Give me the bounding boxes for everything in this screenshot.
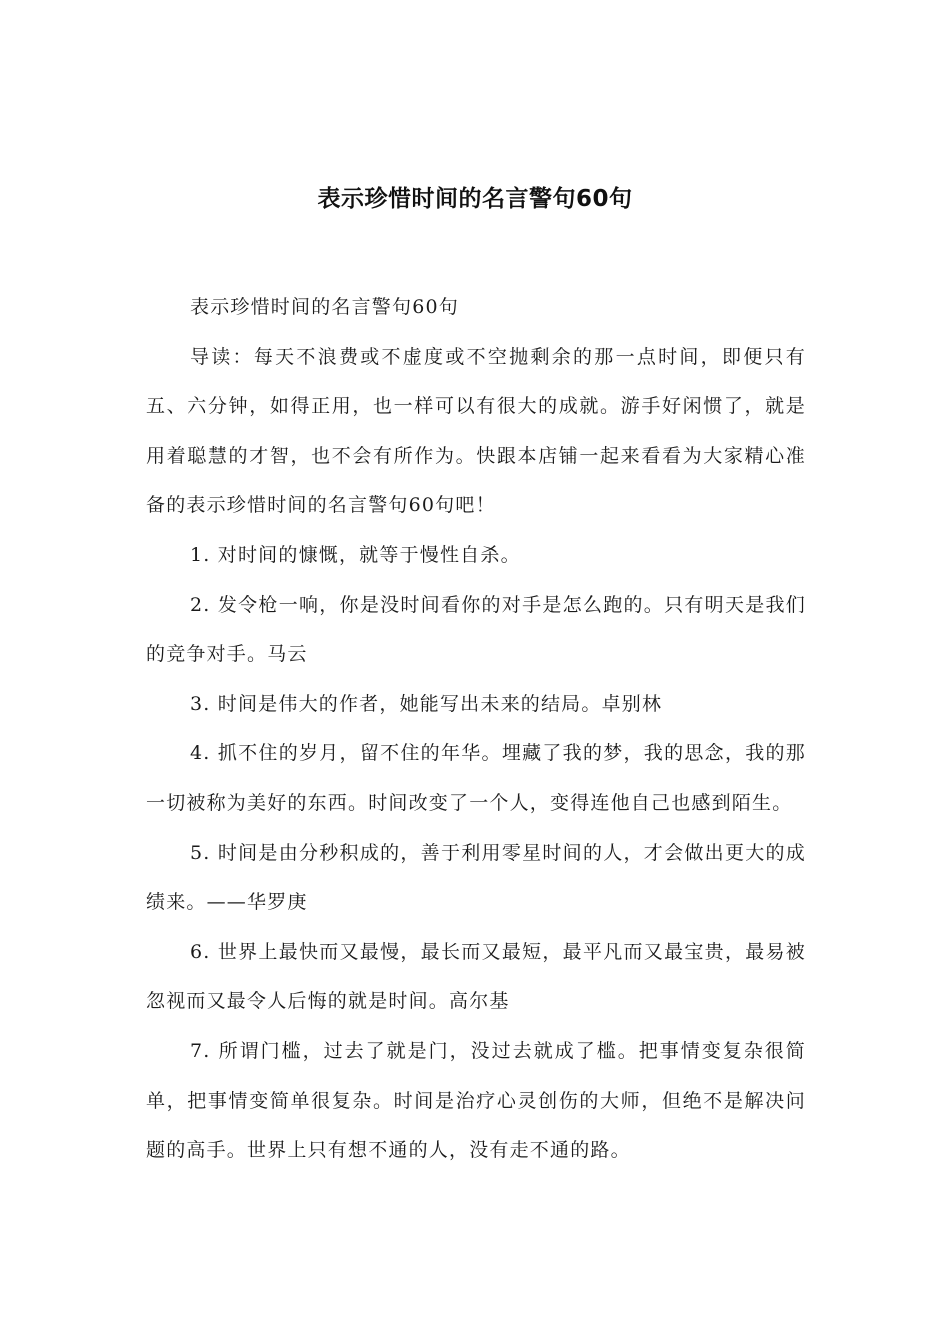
- quote-7: 7. 所谓门槛，过去了就是门，没过去就成了槛。把事情变复杂很简单，把事情变简单很复杂。时间是治疗心灵创伤的大师，但绝不是解决问题的高手。世界上只有想不通的人，没有走不通的路。: [146, 1039, 806, 1162]
- quote-2: 2. 发令枪一响，你是没时间看你的对手是怎么跑的。只有明天是我们的竞争对手。马云: [146, 593, 806, 666]
- quote-4: 4. 抓不住的岁月，留不住的年华。埋藏了我的梦，我的思念，我的那一切被称为美好的东西。时间改变了一个人，变得连他自己也感到陌生。: [146, 742, 806, 814]
- document-body: [146, 283, 806, 1176]
- quote-3: 3. 时间是伟大的作者，她能写出未来的结局。卓别林: [190, 692, 663, 715]
- subtitle-paragraph: 表示珍惜时间的名言警句60句: [190, 296, 459, 318]
- document-title: 表示珍惜时间的名言警句60句: [317, 186, 633, 212]
- quote-1: 1. 对时间的慷慨，就等于慢性自杀。: [190, 543, 521, 566]
- quote-6: 6. 世界上最快而又最慢，最长而又最短，最平凡而又最宝贵，最易被忽视而又最令人后悔的就是时间。高尔基: [146, 940, 806, 1013]
- quote-5: 5. 时间是由分秒积成的，善于利用零星时间的人，才会做出更大的成绩来。——华罗庚: [146, 841, 806, 914]
- intro-paragraph: 导读：每天不浪费或不虚度或不空抛剩余的那一点时间，即便只有五、六分钟，如得正用，也一样可以有很大的成就。游手好闲惯了，就是用着聪慧的才智，也不会有所作为。快跟本店铺一起来看看为大家精心准备的表示珍惜时间的名言警句60句吧！: [146, 345, 806, 517]
